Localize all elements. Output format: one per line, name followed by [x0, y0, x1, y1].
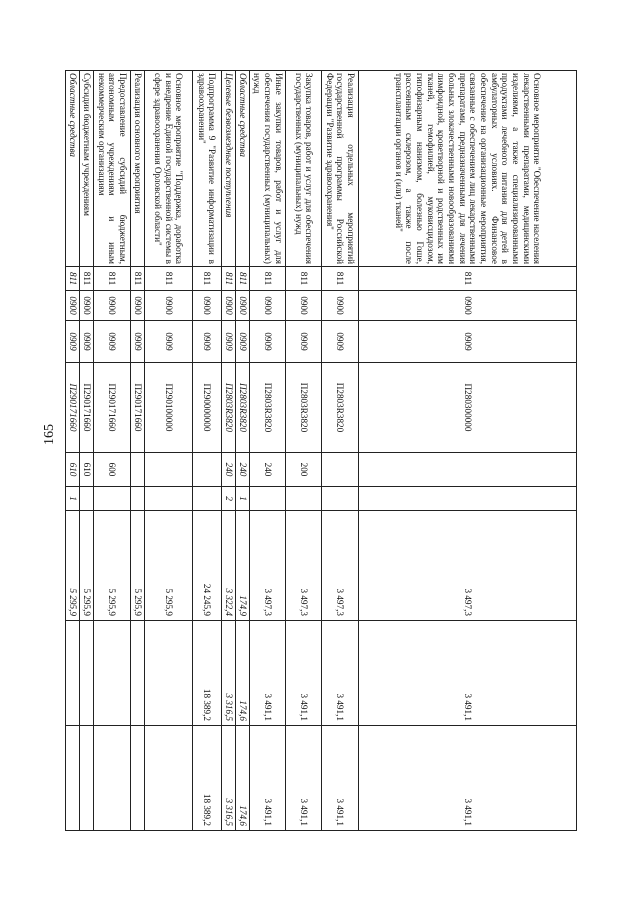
- cell-pr: 0909: [321, 321, 358, 363]
- cell-extra: [321, 487, 358, 511]
- cell-grbs: 811: [66, 267, 80, 291]
- cell-vr: [130, 453, 144, 487]
- cell-v3: 18 389,2: [192, 726, 221, 831]
- cell-name: Областные средства: [66, 71, 80, 267]
- cell-rzpr: 0900: [144, 291, 192, 321]
- cell-v2: 3 316,5: [221, 621, 235, 726]
- cell-v1: 5 295,9: [144, 511, 192, 621]
- cell-v1: 24 245,9: [192, 511, 221, 621]
- cell-csr: П2803R3820: [250, 363, 286, 453]
- cell-v3: [80, 726, 94, 831]
- cell-v1: 5 295,9: [80, 511, 94, 621]
- cell-grbs: 811: [144, 267, 192, 291]
- cell-csr: П280300000: [359, 363, 577, 453]
- table-row: [221, 71, 235, 831]
- cell-v1: 3 497,3: [250, 511, 286, 621]
- cell-v3: 3 316,5: [221, 726, 235, 831]
- cell-vr: 200: [286, 453, 321, 487]
- cell-v2: 3 491,1: [250, 621, 286, 726]
- cell-name: Иные закупки товаров, работ и услуг для обеспечения государственных (муниципальных) нужд: [250, 71, 286, 267]
- cell-vr: 240: [221, 453, 235, 487]
- cell-grbs: 811: [192, 267, 221, 291]
- cell-extra: [359, 487, 577, 511]
- cell-name: Основное мероприятие "Поддержка, доработка и внедрение Единой государственной системы в сфере здравоохранения Орловской области": [144, 71, 192, 267]
- cell-csr: П290171660: [66, 363, 80, 453]
- cell-name: Основное мероприятие "Обеспечение населения лекарственными препаратами, медицинскими изделиями, а также специализированными продуктами лечебного питания для детей в амбулаторных условиях. Финансовое обеспечение на организационные мероприятия, связанные с обеспечением лиц лекарственными препаратами, предназначенными для лечения больных злокачественными новообразованиями лимфоидной, кроветворной и родственных им тканей, гемофилией, муковисцидозом, гипофизарным нанизмом, болезнью Гоше, рассеянным склерозом, а также после трансплантации органов и (или) тканей": [359, 71, 577, 267]
- table-row: [359, 71, 577, 831]
- cell-v1: 5 295,9: [130, 511, 144, 621]
- cell-grbs: 811: [94, 267, 130, 291]
- cell-csr: П2803R3820: [235, 363, 249, 453]
- cell-grbs: 811: [221, 267, 235, 291]
- cell-grbs: 811: [235, 267, 249, 291]
- cell-vr: [321, 453, 358, 487]
- cell-grbs: 811: [250, 267, 286, 291]
- rotated-budget-table-wrapper: [65, 70, 577, 830]
- cell-csr: П290000000: [192, 363, 221, 453]
- page-number: [42, 425, 66, 457]
- cell-pr: 0909: [94, 321, 130, 363]
- cell-v1: 174,9: [235, 511, 249, 621]
- cell-csr: П2803R3820: [286, 363, 321, 453]
- cell-pr: 0909: [144, 321, 192, 363]
- cell-extra: [94, 487, 130, 511]
- cell-extra: 2: [221, 487, 235, 511]
- cell-grbs: 811: [286, 267, 321, 291]
- cell-pr: 0909: [80, 321, 94, 363]
- cell-extra: [80, 487, 94, 511]
- cell-v3: 3 491,1: [321, 726, 358, 831]
- cell-csr: П290171660: [80, 363, 94, 453]
- cell-extra: 1: [235, 487, 249, 511]
- cell-v2: 3 491,1: [359, 621, 577, 726]
- cell-csr: П290171660: [94, 363, 130, 453]
- cell-pr: 0909: [192, 321, 221, 363]
- cell-extra: [130, 487, 144, 511]
- cell-name: Подпрограмма 9 "Развитие информатизации в здравоохранении": [192, 71, 221, 267]
- cell-grbs: 811: [359, 267, 577, 291]
- cell-pr: 0909: [235, 321, 249, 363]
- cell-pr: 0909: [66, 321, 80, 363]
- cell-v3: [144, 726, 192, 831]
- cell-extra: [286, 487, 321, 511]
- cell-v1: 3 322,4: [221, 511, 235, 621]
- cell-v2: [130, 621, 144, 726]
- table-row: [321, 71, 358, 831]
- cell-extra: [144, 487, 192, 511]
- cell-rzpr: 0900: [192, 291, 221, 321]
- cell-vr: 610: [80, 453, 94, 487]
- cell-v3: 3 491,1: [286, 726, 321, 831]
- cell-name: Предоставление субсидий бюджетным, автономным учреждениям и иным некоммерческим организациям: [94, 71, 130, 267]
- cell-extra: [250, 487, 286, 511]
- cell-rzpr: 0900: [235, 291, 249, 321]
- cell-grbs: 811: [321, 267, 358, 291]
- cell-rzpr: 0900: [130, 291, 144, 321]
- cell-vr: 240: [250, 453, 286, 487]
- table-row: [192, 71, 221, 831]
- cell-v1: 5 295,9: [94, 511, 130, 621]
- table-row: [80, 71, 94, 831]
- page-number-text: 165: [42, 424, 57, 445]
- cell-vr: 240: [235, 453, 249, 487]
- cell-csr: П2803R3820: [321, 363, 358, 453]
- table-row: [130, 71, 144, 831]
- budget-table: [65, 70, 577, 831]
- cell-v3: 174,6: [235, 726, 249, 831]
- cell-pr: 0909: [286, 321, 321, 363]
- cell-extra: [192, 487, 221, 511]
- table-row: [144, 71, 192, 831]
- cell-v2: 174,6: [235, 621, 249, 726]
- cell-grbs: 811: [80, 267, 94, 291]
- cell-csr: П290171660: [130, 363, 144, 453]
- cell-pr: 0909: [359, 321, 577, 363]
- cell-v3: [94, 726, 130, 831]
- cell-vr: [359, 453, 577, 487]
- cell-v2: [144, 621, 192, 726]
- cell-name: Областные средства: [235, 71, 249, 267]
- cell-rzpr: 0900: [250, 291, 286, 321]
- cell-v1: 3 497,3: [359, 511, 577, 621]
- table-row: [286, 71, 321, 831]
- cell-v1: 3 497,3: [321, 511, 358, 621]
- cell-v2: [66, 621, 80, 726]
- cell-rzpr: 0900: [66, 291, 80, 321]
- table-row: [250, 71, 286, 831]
- cell-rzpr: 0900: [80, 291, 94, 321]
- table-row: [235, 71, 249, 831]
- cell-vr: [144, 453, 192, 487]
- cell-rzpr: 0900: [321, 291, 358, 321]
- cell-v2: 3 491,1: [286, 621, 321, 726]
- cell-vr: 600: [94, 453, 130, 487]
- budget-table-body: [66, 71, 577, 831]
- cell-csr: П290100000: [144, 363, 192, 453]
- cell-v3: 3 491,1: [359, 726, 577, 831]
- table-row: [94, 71, 130, 831]
- cell-v2: [80, 621, 94, 726]
- cell-csr: П2803R3820: [221, 363, 235, 453]
- table-row: [66, 71, 80, 831]
- cell-v3: 3 491,1: [250, 726, 286, 831]
- cell-v2: 18 389,2: [192, 621, 221, 726]
- cell-rzpr: 0900: [94, 291, 130, 321]
- cell-rzpr: 0900: [286, 291, 321, 321]
- cell-name: Реализация основного мероприятия: [130, 71, 144, 267]
- cell-pr: 0909: [250, 321, 286, 363]
- cell-name: Субсидии бюджетным учреждениям: [80, 71, 94, 267]
- cell-v1: 3 497,3: [286, 511, 321, 621]
- cell-v2: 3 491,1: [321, 621, 358, 726]
- cell-grbs: 811: [130, 267, 144, 291]
- cell-name: Закупка товаров, работ и услуг для обеспечения государственных (муниципальных) нужд: [286, 71, 321, 267]
- cell-v3: [66, 726, 80, 831]
- cell-v1: 5 295,9: [66, 511, 80, 621]
- cell-vr: [192, 453, 221, 487]
- cell-pr: 0909: [221, 321, 235, 363]
- cell-vr: 610: [66, 453, 80, 487]
- cell-rzpr: 0900: [221, 291, 235, 321]
- cell-v2: [94, 621, 130, 726]
- cell-pr: 0909: [130, 321, 144, 363]
- cell-v3: [130, 726, 144, 831]
- cell-name: Реализация отдельных мероприятий государственной программы Российской Федерации "Развитие здравоохранения": [321, 71, 358, 267]
- cell-extra: 1: [66, 487, 80, 511]
- cell-name: Целевые безвозмездные поступления: [221, 71, 235, 267]
- cell-rzpr: 0900: [359, 291, 577, 321]
